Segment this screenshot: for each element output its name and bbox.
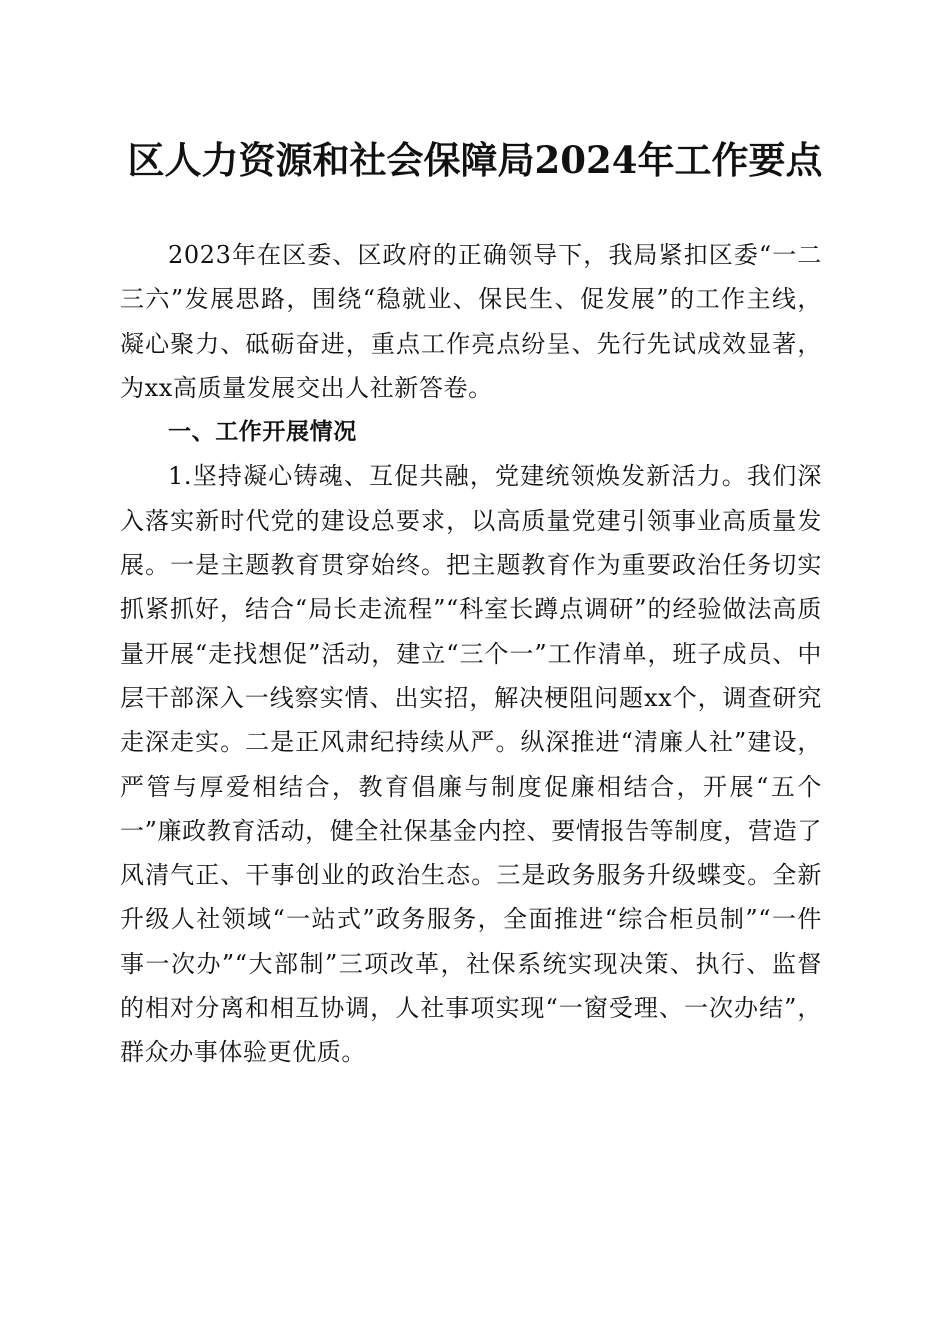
document-body	[120, 233, 822, 1075]
document-title: 区人力资源和社会保障局2024年工作要点	[127, 138, 823, 182]
section-heading: 一、工作开展情况	[168, 419, 357, 446]
intro-paragraph: 2023年在区委、区政府的正确领导下，我局紧扣区委“一二三六”发展思路，围绕“稳就业、保民生、促发展”的工作主线，凝心聚力、砥砺奋进，重点工作亮点纷呈、先行先试成效显著，为xx高质量发展交出人社新答卷。	[120, 241, 822, 402]
section-paragraph: 1.坚持凝心铸魂、互促共融，党建统领焕发新活力。我们深入落实新时代党的建设总要求，以高质量党建引领事业高质量发展。一是主题教育贯穿始终。把主题教育作为重要政治任务切实抓紧抓好，结合“局长走流程”“科室长蹲点调研”的经验做法高质量开展“走找想促”活动，建立“三个一”工作清单，班子成员、中层干部深入一线察实情、出实招，解决梗阻问题xx个，调查研究走深走实。二是正风肃纪持续从严。纵深推进“清廉人社”建设，严管与厚爱相结合，教育倡廉与制度促廉相结合，开展“五个一”廉政教育活动，健全社保基金内控、要情报告等制度，营造了风清气正、干事创业的政治生态。三是政务服务升级蝶变。全新升级人社领域“一站式”政务服务，全面推进“综合柜员制”“一件事一次办”“大部制”三项改革，社保系统实现决策、执行、监督的相对分离和相互协调，人社事项实现“一窗受理、一次办结”，群众办事体验更优质。	[120, 462, 822, 1067]
